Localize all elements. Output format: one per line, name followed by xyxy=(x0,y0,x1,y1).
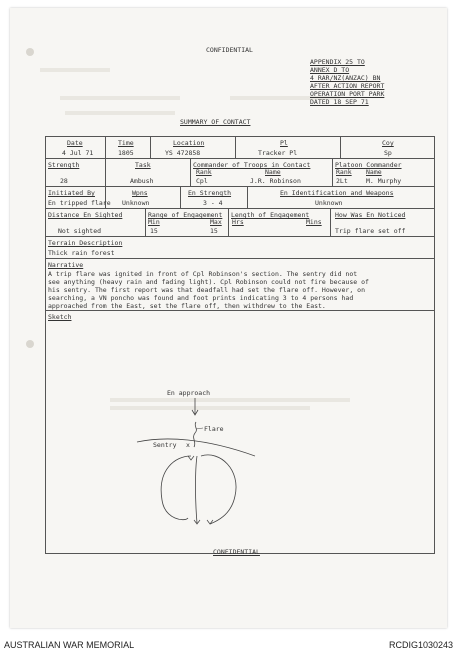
plcdr-name-value: M. Murphy xyxy=(366,177,402,185)
how-value: Trip flare set off xyxy=(335,227,406,235)
footer-right: RCDIG1030243 xyxy=(388,640,453,650)
cdr-label: Commander of Troops in Contact xyxy=(193,161,311,169)
col-divider xyxy=(332,158,333,186)
en-id-value: Unknown xyxy=(315,199,343,207)
coy-label: Coy xyxy=(382,139,394,147)
appendix-line: ANNEX D TO xyxy=(310,66,350,74)
arrowhead xyxy=(188,456,194,460)
col-divider xyxy=(150,136,151,158)
classification-top: CONFIDENTIAL xyxy=(206,46,253,54)
col-divider xyxy=(105,158,106,186)
how-label: How Was En Noticed xyxy=(335,211,406,219)
archive-footer xyxy=(0,636,457,654)
narrative-line: see anything (heavy rain and fading light). Cpl Robinson could not fire because of xyxy=(48,278,369,286)
location-label: Location xyxy=(173,139,205,147)
wpns-label: Wpns xyxy=(132,189,148,197)
initiated-label: Initiated By xyxy=(48,189,95,197)
punch-hole xyxy=(26,48,34,56)
bleed-through xyxy=(40,68,110,72)
plcdr-rank-label: Rank xyxy=(336,168,352,176)
narrative-line: searching, a VN poncho was found and foot prints indicating 3 to 4 persons had xyxy=(48,294,354,302)
row-divider xyxy=(45,258,435,259)
col-divider xyxy=(180,186,181,208)
narrative-line: approached from the East, set the flare off, then withdrew to the East. xyxy=(48,302,326,310)
terrain-label: Terrain Description xyxy=(48,239,123,247)
narrative-label: Narrative xyxy=(48,261,84,269)
task-label: Task xyxy=(135,161,151,169)
sketch-label: Sketch xyxy=(48,313,72,321)
plcdr-name-label: Name xyxy=(366,168,382,176)
row-divider xyxy=(45,236,435,237)
time-label: Time xyxy=(118,139,134,147)
appendix-line: AFTER ACTION REPORT xyxy=(310,82,385,90)
flare-pointer xyxy=(196,428,203,429)
range-min-value: 15 xyxy=(150,227,158,235)
distance-value: Not sighted xyxy=(58,227,102,235)
document-page xyxy=(10,8,447,628)
footer-left: AUSTRALIAN WAR MEMORIAL xyxy=(4,640,135,650)
narrative-line: his sentry. The first report was that deadfall had set the flare off. However, on xyxy=(48,286,365,294)
sentry-mark: x xyxy=(186,441,190,449)
movement-loop-left xyxy=(161,456,191,520)
location-value: YS 472858 xyxy=(165,149,201,157)
task-value: Ambush xyxy=(130,177,154,185)
appendix-line: APPENDIX 25 TO xyxy=(310,58,365,66)
row-divider xyxy=(45,186,435,187)
col-divider xyxy=(105,136,106,158)
col-divider xyxy=(340,136,341,158)
movement-loop-right xyxy=(201,455,236,524)
row-divider xyxy=(45,208,435,209)
narrative-line: A trip flare was ignited in front of Cpl Robinson's section. The sentry did not xyxy=(48,270,358,278)
trail-line xyxy=(194,422,197,447)
pl-label: Pl xyxy=(280,139,288,147)
distance-label: Distance En Sighted xyxy=(48,211,123,219)
wpns-value: Unknown xyxy=(122,199,150,207)
sketch-flare-label: Flare xyxy=(204,425,224,433)
coy-value: Sp xyxy=(384,149,392,157)
en-id-label: En Identification and Weapons xyxy=(280,189,394,197)
cdr-name-value: J.R. Robinson xyxy=(250,177,301,185)
range-label: Range of Engagement xyxy=(148,211,223,219)
col-divider xyxy=(190,158,191,186)
bleed-through xyxy=(60,96,180,100)
plcdr-label: Platoon Commander xyxy=(335,161,402,169)
appendix-line: OPERATION PORT PARK xyxy=(310,90,385,98)
plcdr-rank-value: 2Lt xyxy=(336,177,348,185)
col-divider xyxy=(228,208,229,236)
strength-value: 28 xyxy=(60,177,68,185)
contact-sketch xyxy=(45,310,435,554)
strength-label: Strength xyxy=(48,161,80,169)
classification-bottom: CONFIDENTIAL xyxy=(213,548,260,556)
col-divider xyxy=(247,186,248,208)
cdr-rank-label: Rank xyxy=(196,168,212,176)
time-value: 1805 xyxy=(118,149,134,157)
punch-hole xyxy=(26,340,34,348)
form-title: SUMMARY OF CONTACT xyxy=(180,118,251,126)
range-min-label: Min xyxy=(148,218,160,226)
sketch-en-approach-label: En approach xyxy=(167,389,211,397)
appendix-line: 4 RAR/NZ(ANZAC) BN xyxy=(310,74,381,82)
length-label: Length of Engagement xyxy=(231,211,310,219)
col-divider xyxy=(145,208,146,236)
length-hrs-label: Hrs xyxy=(232,218,244,226)
terrain-value: Thick rain forest xyxy=(48,249,115,257)
col-divider xyxy=(235,136,236,158)
movement-line xyxy=(196,456,198,523)
date-label: Date xyxy=(67,139,83,147)
pl-value: Tracker Pl xyxy=(258,149,298,157)
en-strength-label: En Strength xyxy=(188,189,232,197)
col-divider xyxy=(330,208,331,236)
appendix-line: DATED 18 SEP 71 xyxy=(310,98,369,106)
en-strength-value: 3 - 4 xyxy=(203,199,223,207)
sketch-sentry-label: Sentry xyxy=(153,441,177,449)
cdr-rank-value: Cpl xyxy=(196,177,208,185)
date-value: 4 Jul 71 xyxy=(62,149,94,157)
length-mins-label: Mins xyxy=(306,218,322,226)
bleed-through xyxy=(65,111,175,115)
range-max-value: 15 xyxy=(210,227,218,235)
cdr-name-label: Name xyxy=(265,168,281,176)
range-max-label: Max xyxy=(210,218,222,226)
initiated-value: En tripped flare xyxy=(48,199,111,207)
row-divider xyxy=(45,158,435,159)
